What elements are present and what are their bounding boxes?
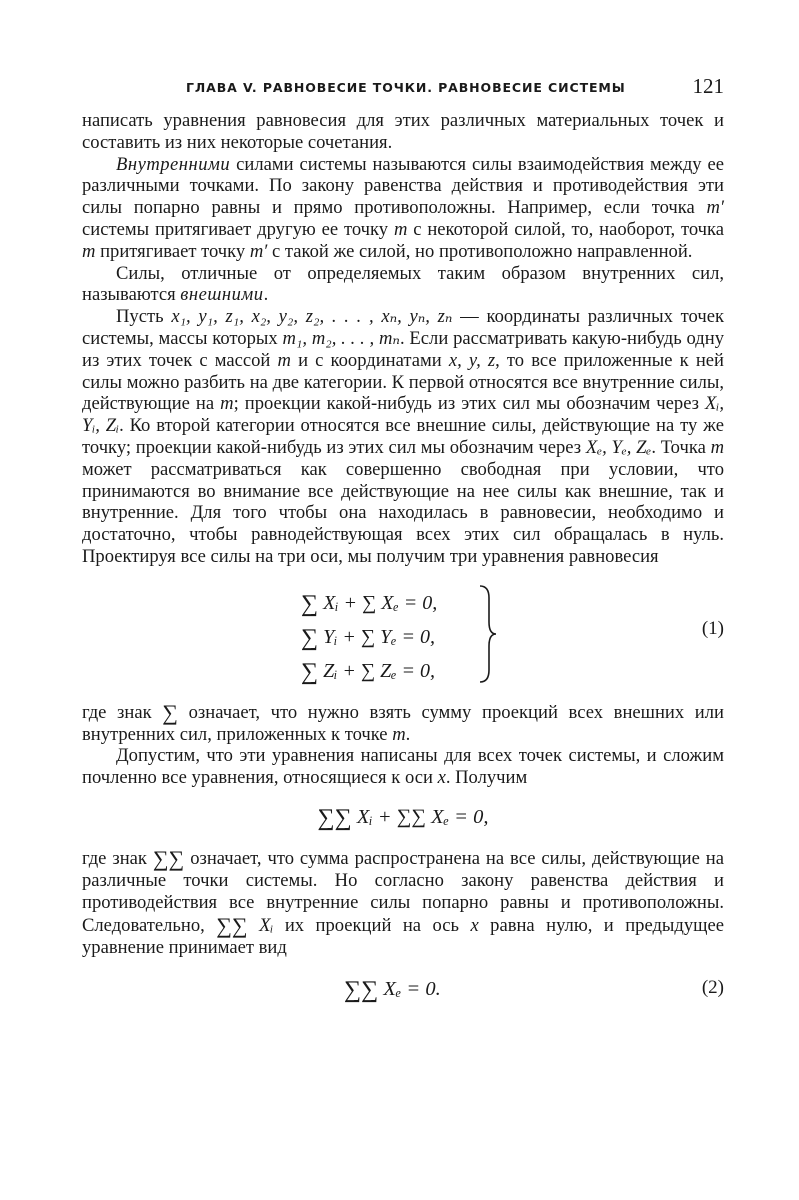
- term-internal: Внутренними: [116, 153, 231, 175]
- text: их проекций на ось: [273, 915, 471, 937]
- math: m′: [706, 197, 724, 219]
- text: . Ко второй категории относятся все внешние силы, действующие на ту же точку; проекции какой-нибудь из этих сил мы обозначим через: [82, 415, 724, 458]
- math: Xₑ, Yₑ, Zₑ: [585, 436, 652, 458]
- text: Силы, отличные от определяемых таким образом внутренних сил, называются: [82, 262, 724, 306]
- sigma-symbol: ∑: [301, 624, 319, 651]
- paragraph-2: [82, 154, 724, 263]
- double-sigma-symbol: ∑∑: [216, 913, 248, 939]
- term-external: внешними: [180, 284, 264, 306]
- text: означает, что сумма распространена на все силы, действующие на различные точки системы. Но согласно закону равенства действия и противодействия все внутренние силы попарно равны и противоположны. Следовательно,: [82, 847, 724, 937]
- text: Допустим, что эти уравнения написаны для всех точек системы, и сложим почленно все уравнения, относящиеся к оси: [82, 745, 724, 789]
- equation-2: [82, 971, 724, 1011]
- math: m′: [249, 240, 268, 262]
- equation-sum: [82, 803, 724, 830]
- text: где знак: [82, 701, 163, 723]
- equation-text: Xᵢ + ∑∑ Xₑ = 0,: [356, 805, 489, 828]
- double-sigma-symbol: ∑∑: [152, 845, 185, 871]
- double-sigma-symbol: ∑∑: [344, 976, 379, 1003]
- paragraph-5: [82, 700, 724, 746]
- running-header: [82, 70, 724, 110]
- text: .: [263, 284, 269, 306]
- text: означает, что нужно взять сумму проекций всех внешних или внутренних сил, приложенных к точке: [82, 701, 724, 745]
- math: m: [82, 240, 96, 262]
- text: — координаты различных точек системы, массы которых: [82, 306, 724, 349]
- math: m: [392, 723, 406, 745]
- text: . Получим: [445, 767, 528, 789]
- sigma-symbol: ∑: [301, 658, 319, 685]
- equation-number-2: (2): [701, 976, 724, 998]
- equation-system-1: [82, 580, 724, 690]
- equation-line-y: [301, 620, 437, 654]
- equation-line-z: [301, 654, 437, 688]
- paragraph-3: [82, 263, 724, 307]
- text: притягивает точку: [95, 240, 250, 262]
- equation-2-expression: [344, 975, 441, 1002]
- text: может рассматриваться как совершенно свободная при условии, что принимаются во внимание все действующие на нее силы как внешние, так и внутренние. Для того чтобы она находилась в равновесии, необходимо и достаточно, чтобы равнодействующая всех этих сил обращалась в нуль. Проектируя все силы на три оси, мы получим три уравнения равновесия: [82, 458, 724, 567]
- paragraph-4: [82, 306, 724, 568]
- double-sigma-symbol: ∑∑: [317, 804, 352, 831]
- equation-text: Xₑ = 0.: [383, 977, 441, 1000]
- text: где знак: [82, 847, 153, 869]
- text: ; проекции какой-нибудь из этих сил мы обозначим через: [233, 393, 706, 415]
- math: Xᵢ: [259, 915, 274, 937]
- math: Xᵢ, Yᵢ, Zᵢ: [82, 393, 724, 437]
- equation-text: Zᵢ + ∑ Zₑ = 0,: [323, 659, 436, 682]
- text: с некоторой силой, то, наоборот, точка: [407, 218, 724, 240]
- text: .: [405, 723, 411, 745]
- text: системы притягивает другую ее точку: [82, 218, 394, 240]
- text: равна нулю, и предыдущее уравнение принимает вид: [82, 915, 724, 959]
- text: силами системы называются силы взаимодействия между ее различными точками. По закону равенства действия и противодействия эти силы попарно равны и прямо противоположны. Например, если точка: [82, 153, 724, 219]
- equation-lines: [301, 586, 437, 688]
- math: x, y, z: [448, 349, 496, 371]
- text: , то все приложенные к ней силы можно разбить на две категории. К первой относятся все внутренние силы, действующие на: [82, 349, 724, 415]
- math: m: [220, 393, 234, 415]
- paragraph-6: [82, 745, 724, 789]
- equation-text: Xᵢ + ∑ Xₑ = 0,: [323, 591, 438, 614]
- text: . Если рассматривать какую-нибудь одну из этих точек с массой: [82, 327, 725, 371]
- text: и с координатами: [290, 349, 449, 371]
- math: m: [277, 349, 291, 371]
- math: x₁, y₁, z₁, x₂, y₂, z₂, . . . , xₙ, yₙ, zₙ: [171, 306, 453, 328]
- text: . Точка: [651, 436, 711, 458]
- text: написать уравнения равновесия для этих различных материальных точек и составить из них некоторые сочетания.: [82, 110, 724, 153]
- paragraph-1: [82, 110, 724, 154]
- text: Пусть: [116, 306, 172, 328]
- book-page: [82, 70, 724, 1011]
- equation-text: Yᵢ + ∑ Yₑ = 0,: [323, 625, 436, 648]
- equation-number-1: (1): [701, 617, 724, 639]
- sigma-symbol: ∑: [162, 699, 178, 725]
- right-brace: [477, 584, 499, 684]
- math: x: [470, 915, 479, 937]
- math: m: [710, 436, 725, 458]
- math: x: [437, 767, 446, 789]
- math: m₁, m₂, . . . , mₙ: [282, 327, 400, 349]
- math: m: [393, 218, 408, 240]
- text: с такой же силой, но противоположно направленной.: [267, 240, 693, 262]
- sigma-symbol: ∑: [301, 590, 319, 617]
- page-number: 121: [692, 74, 724, 98]
- paragraph-7: [82, 846, 724, 959]
- running-title: ГЛАВА V. РАВНОВЕСИЕ ТОЧКИ. РАВНОВЕСИЕ СИСТЕМЫ: [186, 80, 626, 95]
- equation-line-x: [301, 586, 437, 620]
